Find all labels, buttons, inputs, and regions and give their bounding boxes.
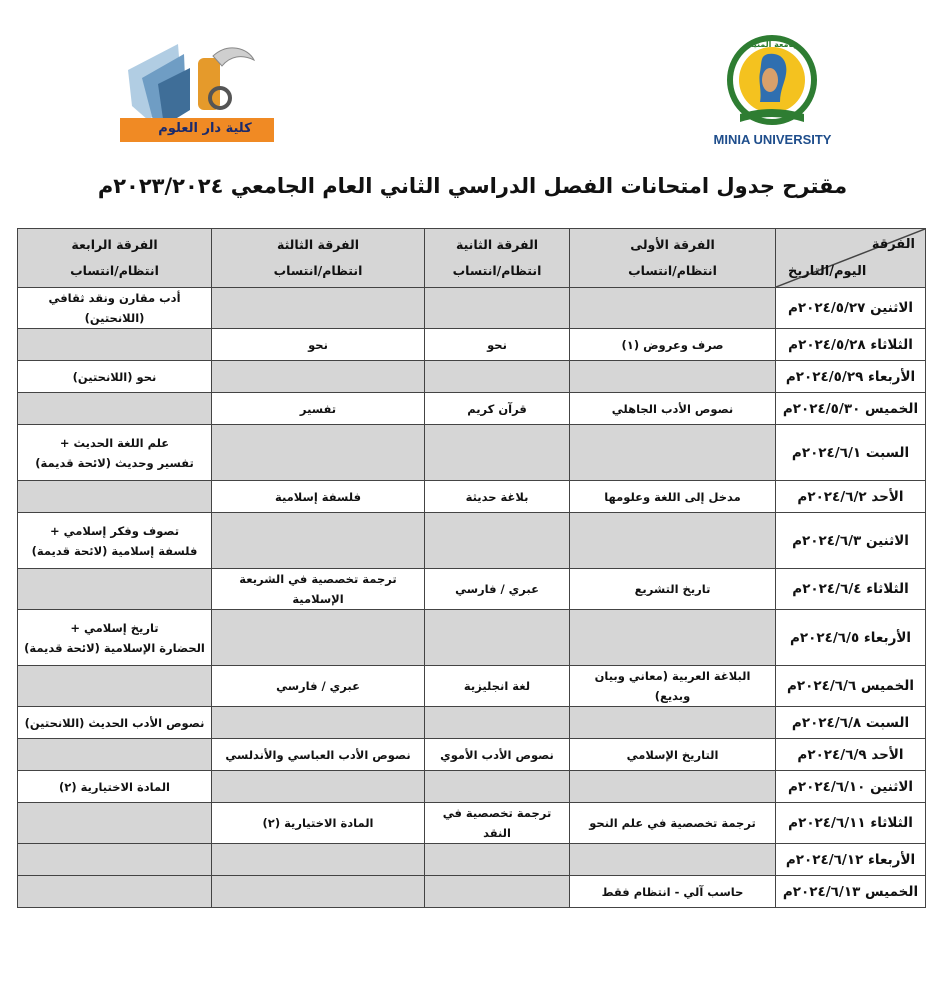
- exam-subject-cell: [212, 771, 425, 803]
- subject-text: نصوص الأدب الحديث (اللانحتين): [24, 715, 205, 730]
- table-row: [18, 425, 926, 481]
- exam-subject-cell: [18, 513, 212, 569]
- exam-subject-cell: [570, 288, 776, 329]
- exam-subject-cell: [570, 844, 776, 876]
- exam-subject-cell: [570, 876, 776, 908]
- column-header: [425, 229, 570, 288]
- subject-text: فلسفة إسلامية: [275, 489, 361, 504]
- table-row: [18, 569, 926, 610]
- university-name-english: MINIA UNIVERSITY: [713, 132, 832, 147]
- exam-date-cell: الاثنين ٢٠٢٤/٦/١٠م: [776, 771, 926, 803]
- column-header-sub: انتظام/انتساب: [273, 263, 363, 278]
- exam-subject-cell: [212, 329, 425, 361]
- subject-text: فلسفة إسلامية (لائحة قديمة): [31, 543, 198, 558]
- subject-text: ترجمة تخصصية في علم النحو: [589, 816, 756, 830]
- subject-text: تفسير وحديث (لائحة قديمة): [35, 455, 194, 470]
- exam-subject-cell: [570, 481, 776, 513]
- exam-subject-cell: [18, 329, 212, 361]
- exam-date-cell: الأربعاء ٢٠٢٤/٥/٢٩م: [776, 361, 926, 393]
- exam-subject-cell: [425, 803, 570, 844]
- exam-subject-cell: [570, 666, 776, 707]
- exam-schedule-table: [17, 228, 926, 908]
- subject-text: تاريخ إسلامي +: [70, 620, 159, 635]
- exam-date-cell: السبت ٢٠٢٤/٦/١م: [776, 425, 926, 481]
- table-row: [18, 610, 926, 666]
- exam-subject-cell: [425, 393, 570, 425]
- exam-subject-cell: [18, 481, 212, 513]
- schedule-body: [18, 288, 926, 908]
- column-header-sub: انتظام/انتساب: [452, 263, 542, 278]
- exam-subject-cell: [18, 707, 212, 739]
- exam-subject-cell: [18, 876, 212, 908]
- column-header-name: الفرقة الرابعة: [71, 237, 158, 252]
- exam-subject-cell: [18, 393, 212, 425]
- exam-subject-cell: [18, 666, 212, 707]
- table-row: [18, 876, 926, 908]
- table-row: [18, 666, 926, 707]
- exam-date-cell: الثلاثاء ٢٠٢٤/٥/٢٨م: [776, 329, 926, 361]
- column-header: [18, 229, 212, 288]
- exam-subject-cell: [18, 739, 212, 771]
- exam-subject-cell: [212, 569, 425, 610]
- exam-date-cell: الأحد ٢٠٢٤/٦/٩م: [776, 739, 926, 771]
- subject-text: التاريخ الإسلامي: [626, 747, 719, 762]
- exam-subject-cell: [212, 288, 425, 329]
- exam-subject-cell: [18, 610, 212, 666]
- subject-text: نحو: [487, 337, 507, 352]
- exam-date-cell: الثلاثاء ٢٠٢٤/٦/١١م: [776, 803, 926, 844]
- subject-text: الحضارة الإسلامية (لائحة قديمة): [24, 640, 205, 655]
- exam-subject-cell: [212, 361, 425, 393]
- subject-text: بلاغة حديثة: [465, 489, 529, 504]
- subject-text: نصوص الأدب العباسي والأندلسي: [225, 747, 411, 762]
- faculty-logo: [118, 40, 276, 146]
- subject-text: نحو: [308, 337, 328, 352]
- exam-subject-cell: [425, 610, 570, 666]
- column-header-sub: انتظام/انتساب: [70, 263, 159, 278]
- exam-subject-cell: [570, 361, 776, 393]
- subject-text: المادة الاختيارية (٢): [59, 779, 170, 794]
- exam-subject-cell: [425, 844, 570, 876]
- exam-date-cell: الاثنين ٢٠٢٤/٥/٢٧م: [776, 288, 926, 329]
- exam-subject-cell: [212, 481, 425, 513]
- exam-subject-cell: [425, 288, 570, 329]
- exam-date-cell: الأحد ٢٠٢٤/٦/٢م: [776, 481, 926, 513]
- university-name-arabic: جامعة المنيا: [750, 40, 798, 49]
- exam-subject-cell: [570, 513, 776, 569]
- exam-subject-cell: [425, 361, 570, 393]
- table-row: [18, 288, 926, 329]
- exam-subject-cell: [570, 707, 776, 739]
- exam-date-cell: الاثنين ٢٠٢٤/٦/٣م: [776, 513, 926, 569]
- exam-subject-cell: [18, 569, 212, 610]
- exam-subject-cell: [570, 739, 776, 771]
- table-header-row: [18, 229, 926, 288]
- column-header-name: الفرقة الأولى: [630, 237, 715, 252]
- faculty-logo-text: كلية دار العلوم: [158, 121, 252, 136]
- table-row: [18, 707, 926, 739]
- exam-subject-cell: [425, 425, 570, 481]
- corner-label-group: الفرقة: [871, 237, 915, 252]
- table-row: [18, 803, 926, 844]
- exam-subject-cell: [18, 771, 212, 803]
- exam-subject-cell: [212, 425, 425, 481]
- table-row: [18, 481, 926, 513]
- subject-text: قرآن كريم: [467, 401, 527, 416]
- exam-subject-cell: [212, 666, 425, 707]
- exam-subject-cell: [18, 803, 212, 844]
- column-header: [570, 229, 776, 288]
- column-header-name: الفرقة الثالثة: [276, 237, 360, 252]
- exam-subject-cell: [570, 610, 776, 666]
- exam-subject-cell: [425, 876, 570, 908]
- column-header-name: الفرقة الثانية: [455, 237, 539, 252]
- subject-text: تفسير: [299, 401, 337, 416]
- column-header-sub: انتظام/انتساب: [628, 263, 717, 278]
- subject-text: أدب مقارن ونقد ثقافي (اللانحتين): [48, 291, 181, 325]
- subject-text: حاسب آلي - انتظام فقط: [601, 884, 744, 899]
- table-row: [18, 393, 926, 425]
- exam-subject-cell: [570, 569, 776, 610]
- exam-subject-cell: [18, 361, 212, 393]
- table-row: [18, 361, 926, 393]
- exam-subject-cell: [425, 739, 570, 771]
- subject-text: البلاغة العربية (معاني وبيان وبديع): [594, 669, 751, 703]
- exam-subject-cell: [212, 876, 425, 908]
- university-logo: [710, 30, 835, 155]
- exam-subject-cell: [212, 844, 425, 876]
- subject-text: علم اللغة الحديث +: [59, 435, 170, 450]
- subject-text: مدخل إلى اللغة وعلومها: [604, 489, 741, 504]
- exam-date-cell: الأربعاء ٢٠٢٤/٦/١٢م: [776, 844, 926, 876]
- exam-subject-cell: [212, 707, 425, 739]
- corner-label-date: اليوم/التاريخ: [788, 264, 867, 279]
- exam-subject-cell: [570, 329, 776, 361]
- table-row: [18, 771, 926, 803]
- subject-text: نصوص الأدب الجاهلي: [611, 401, 734, 416]
- exam-subject-cell: [425, 666, 570, 707]
- exam-subject-cell: [570, 803, 776, 844]
- table-row: [18, 739, 926, 771]
- table-row: [18, 329, 926, 361]
- table-row: [18, 513, 926, 569]
- exam-subject-cell: [425, 569, 570, 610]
- exam-date-cell: الخميس ٢٠٢٤/٥/٣٠م: [776, 393, 926, 425]
- exam-subject-cell: [425, 771, 570, 803]
- column-header: [212, 229, 425, 288]
- subject-text: عبري / فارسي: [276, 679, 360, 693]
- subject-text: لغة انجليزية: [463, 679, 531, 693]
- subject-text: تاريخ التشريع: [634, 582, 711, 596]
- exam-date-cell: السبت ٢٠٢٤/٦/٨م: [776, 707, 926, 739]
- exam-subject-cell: [212, 739, 425, 771]
- exam-subject-cell: [570, 425, 776, 481]
- exam-date-cell: الخميس ٢٠٢٤/٦/٦م: [776, 666, 926, 707]
- exam-date-cell: الثلاثاء ٢٠٢٤/٦/٤م: [776, 569, 926, 610]
- subject-text: نحو (اللانحتين): [72, 369, 157, 384]
- exam-subject-cell: [425, 513, 570, 569]
- exam-subject-cell: [18, 844, 212, 876]
- subject-text: ترجمة تخصصية في النقد: [442, 806, 552, 840]
- subject-text: نصوص الأدب الأموي: [440, 747, 554, 762]
- page-title: مقترح جدول امتحانات الفصل الدراسي الثاني العام الجامعي ٢٠٢٣/٢٠٢٤م: [97, 174, 848, 198]
- exam-subject-cell: [212, 803, 425, 844]
- table-row: [18, 844, 926, 876]
- exam-date-cell: الأربعاء ٢٠٢٤/٦/٥م: [776, 610, 926, 666]
- exam-subject-cell: [570, 393, 776, 425]
- exam-subject-cell: [425, 481, 570, 513]
- exam-subject-cell: [18, 425, 212, 481]
- exam-subject-cell: [212, 393, 425, 425]
- exam-subject-cell: [425, 329, 570, 361]
- subject-text: ترجمة تخصصية في الشريعة الإسلامية: [239, 572, 397, 606]
- exam-subject-cell: [212, 610, 425, 666]
- subject-text: المادة الاختيارية (٢): [262, 816, 374, 830]
- exam-subject-cell: [212, 513, 425, 569]
- exam-date-cell: الخميس ٢٠٢٤/٦/١٣م: [776, 876, 926, 908]
- exam-subject-cell: [18, 288, 212, 329]
- corner-header: [776, 229, 926, 288]
- subject-text: تصوف وفكر إسلامي +: [49, 523, 180, 538]
- subject-text: صرف وعروض (١): [621, 337, 724, 352]
- exam-subject-cell: [425, 707, 570, 739]
- exam-subject-cell: [570, 771, 776, 803]
- subject-text: عبري / فارسي: [455, 582, 539, 596]
